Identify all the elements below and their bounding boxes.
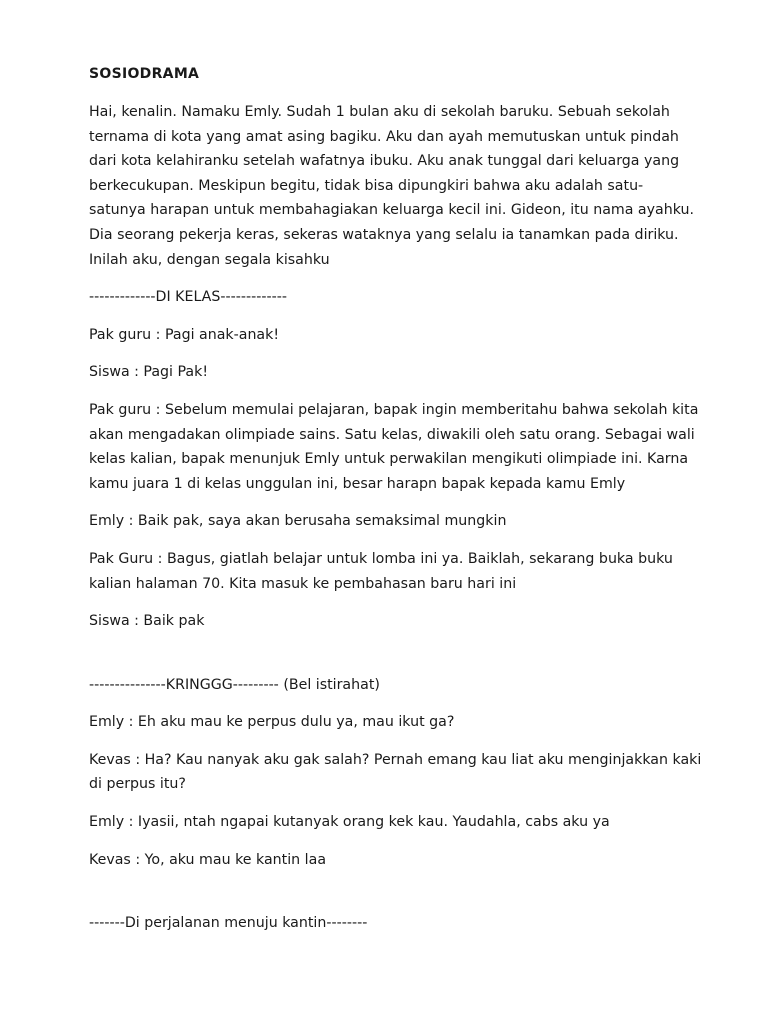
text-line: Pak guru : Sebelum memulai pelajaran, bapak ingin memberitahu bahwa sekolah kita (89, 401, 699, 418)
text-line: Emly : Eh aku mau ke perpus dulu ya, mau ikut ga? (89, 714, 455, 731)
intro-paragraph (89, 100, 694, 272)
scene-heading-kantin: -------Di perjalanan menuju kantin-------- (89, 915, 368, 932)
text-line: ternama di kota yang amat asing bagiku. Aku dan ayah memutuskan untuk pindah (89, 128, 679, 145)
text-line: Hai, kenalin. Namaku Emly. Sudah 1 bulan aku di sekolah baruku. Sebuah sekolah (89, 104, 670, 120)
dialog-line (89, 547, 689, 596)
text-line: Pak guru : Pagi anak-anak! (89, 326, 280, 343)
text-line: Emly : Baik pak, saya akan berusaha semaksimal mungkin (89, 513, 507, 530)
text-line: di perpus itu? (89, 776, 186, 793)
text-line: Pak Guru : Bagus, giatlah belajar untuk lomba ini ya. Baiklah, sekarang buka buku (89, 550, 673, 567)
text-line: Emly : Iyasii, ntah ngapai kutanyak orang kek kau. Yaudahla, cabs aku ya (89, 814, 610, 831)
dialog-line (89, 509, 689, 534)
text-line: berkecukupan. Meskipun begitu, tidak bisa dipungkiri bahwa aku adalah satu- (89, 177, 644, 194)
dialog-line (89, 360, 689, 385)
dialog-line (89, 710, 689, 735)
dialog-line (89, 848, 689, 873)
blank-line (89, 647, 689, 673)
dialog-line (89, 810, 689, 835)
text-line: Inilah aku, dengan segala kisahku (89, 251, 330, 268)
text-line: Siswa : Pagi Pak! (89, 364, 209, 381)
text-line: dari kota kelahiranku setelah wafatnya ibuku. Aku anak tunggal dari keluarga yang (89, 153, 680, 170)
text-line: Dia seorang pekerja keras, sekeras wataknya yang selalu ia tanamkan pada diriku. (89, 226, 679, 243)
text-line: Siswa : Baik pak (89, 613, 205, 630)
scene-heading-kelas: -------------DI KELAS------------- (89, 289, 287, 306)
text-line: Kevas : Yo, aku mau ke kantin laa (89, 851, 327, 868)
text-line: kelas kalian, bapak menunjuk Emly untuk perwakilan mengikuti olimpiade ini. Karna (89, 451, 689, 468)
scene-heading-kringgg: ---------------KRINGGG--------- (Bel istirahat) (89, 676, 380, 693)
document-title: SOSIODRAMA (89, 66, 200, 82)
dialog-line (89, 609, 689, 634)
text-line: kamu juara 1 di kelas unggulan ini, besar harapn bapak kepada kamu Emly (89, 475, 626, 492)
blank-line (89, 885, 689, 911)
dialog-line (89, 398, 699, 496)
text-line: kalian halaman 70. Kita masuk ke pembahasan baru hari ini (89, 575, 517, 592)
text-line: akan mengadakan olimpiade sains. Satu kelas, diwakili oleh satu orang. Sebagai wali (89, 426, 695, 443)
text-line: satunya harapan untuk membahagiakan keluarga kecil ini. Gideon, itu nama ayahku. (89, 202, 694, 219)
text-line: Kevas : Ha? Kau nanyak aku gak salah? Pernah emang kau liat aku menginjakkan kaki (89, 751, 702, 768)
dialog-line (89, 323, 689, 348)
dialog-line (89, 748, 702, 797)
document-page (89, 62, 702, 949)
